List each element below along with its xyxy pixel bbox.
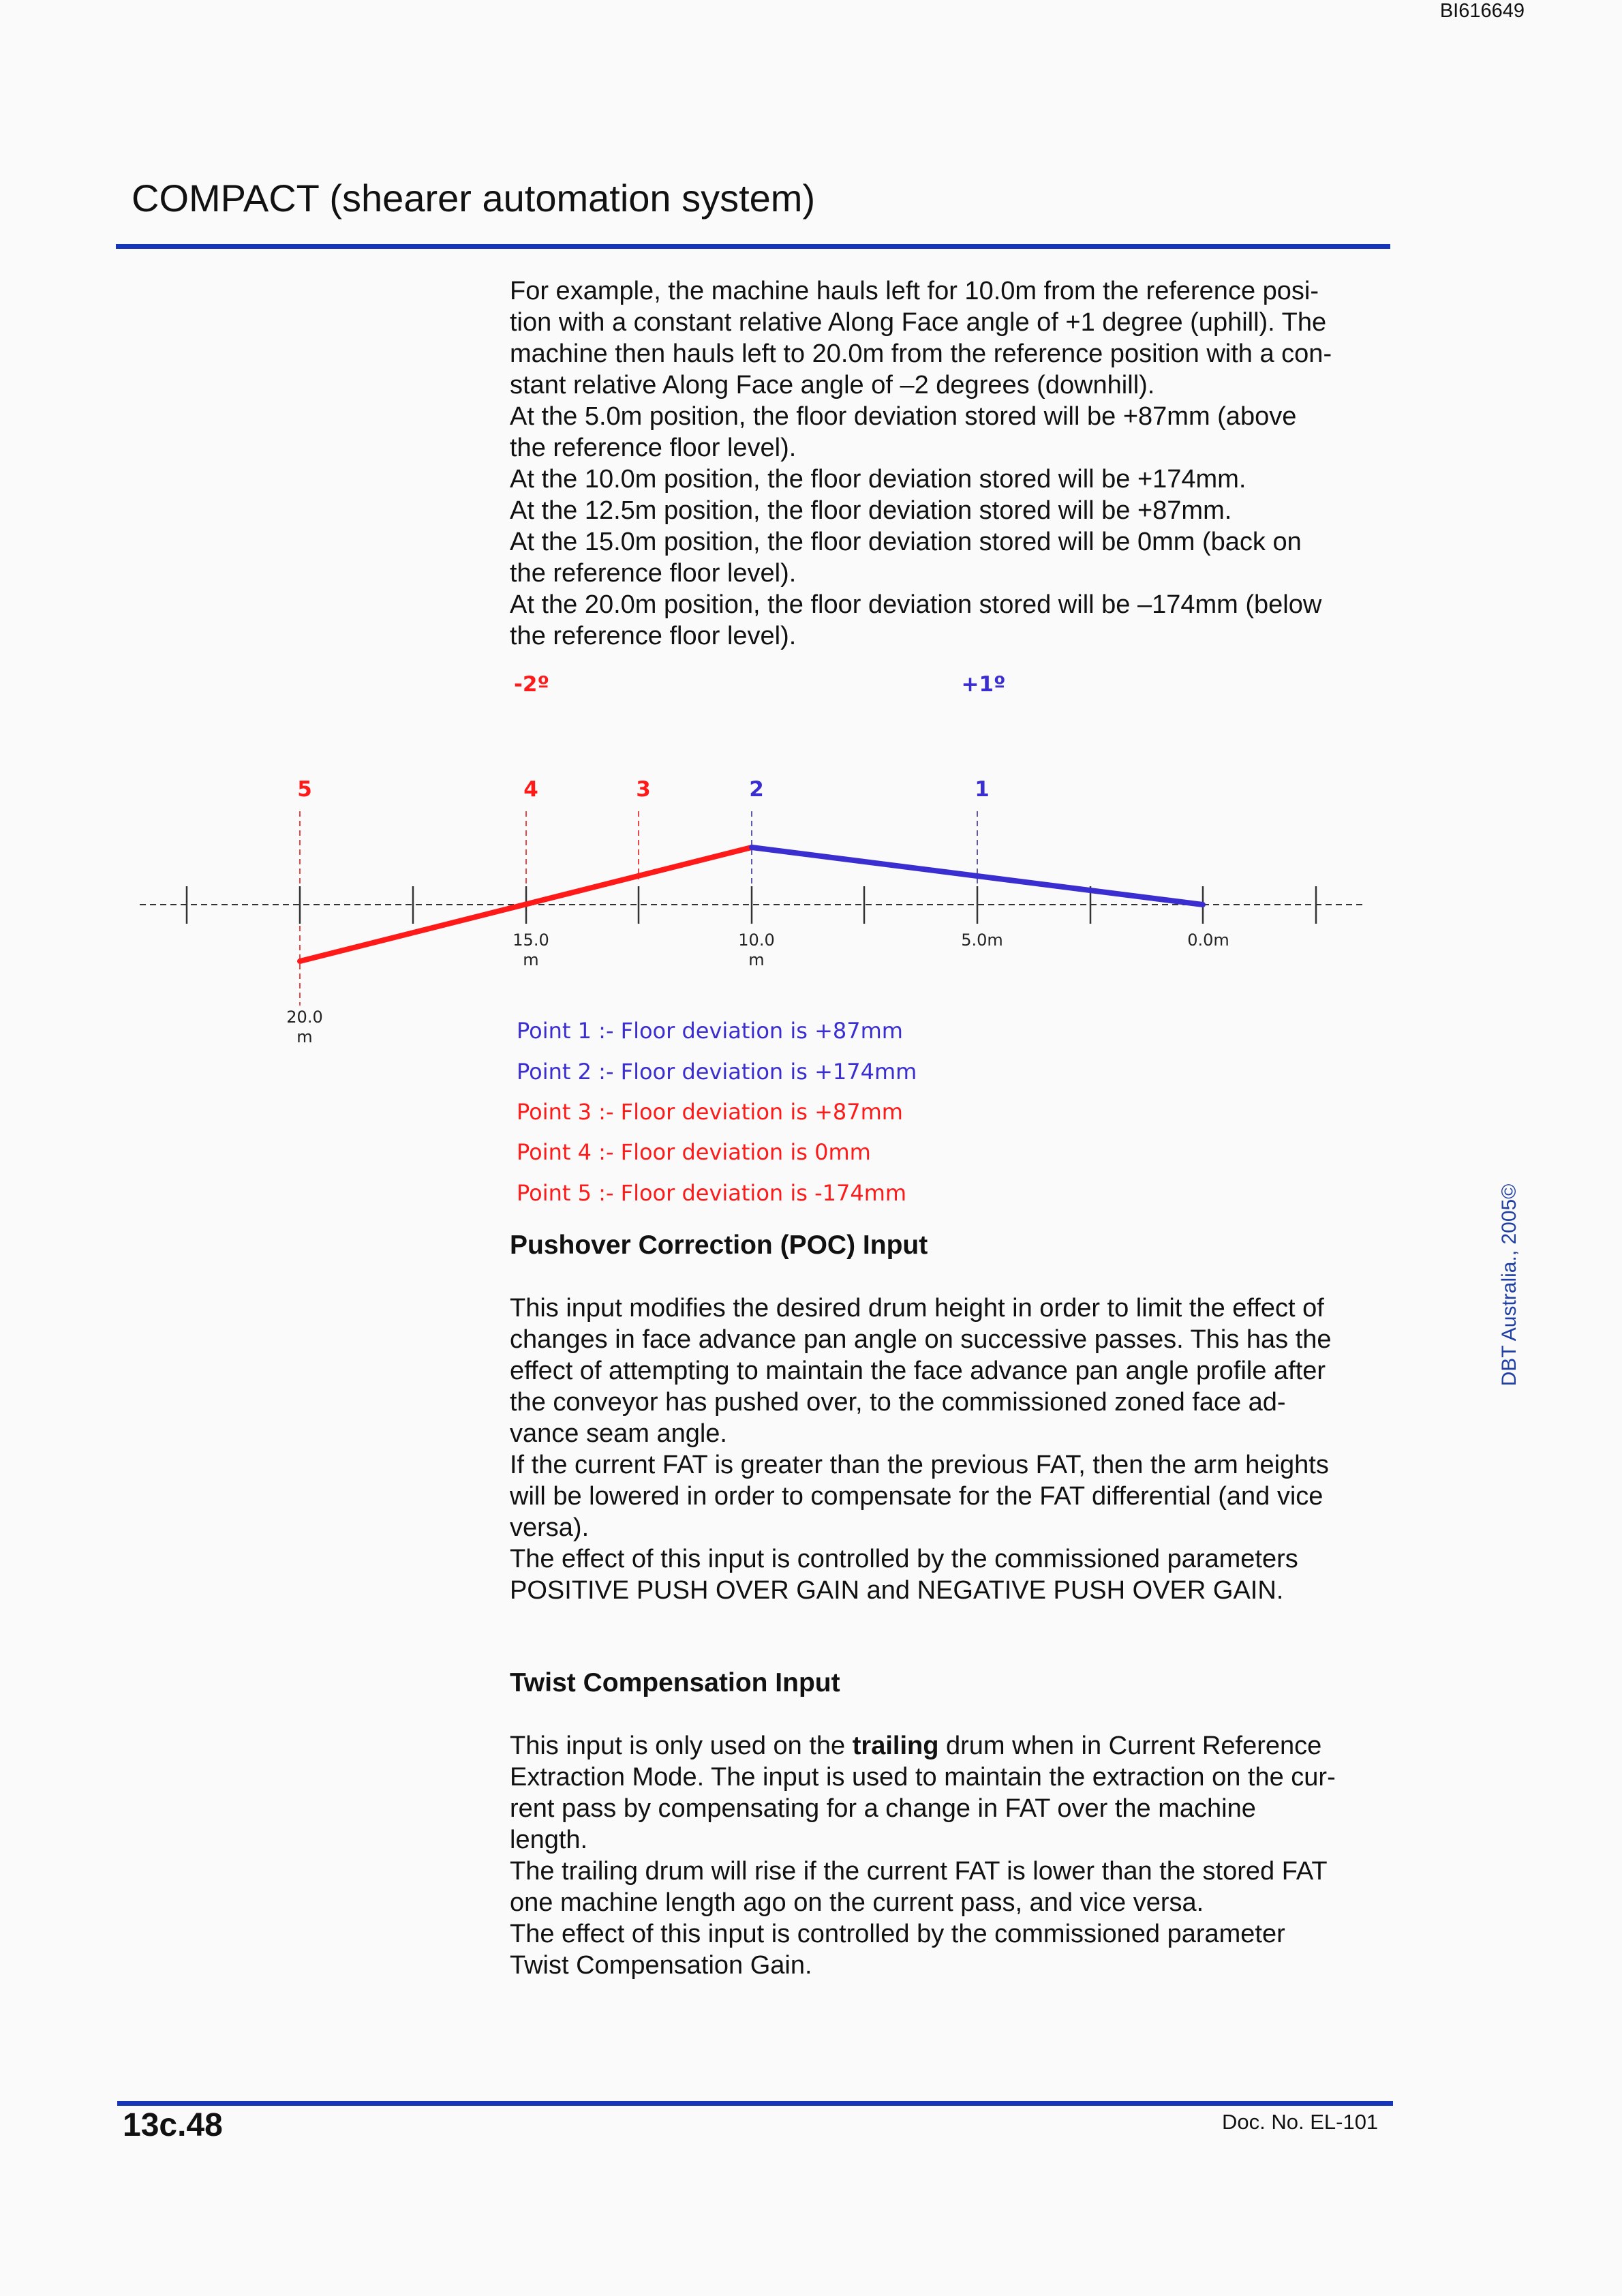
axis-label-20-unit: m [296,1027,313,1046]
intro-line: the reference floor level). [510,622,797,650]
poc-line: changes in face advance pan angle on successive passes. This has the [510,1325,1332,1354]
intro-line: At the 5.0m position, the floor deviation stored will be +87mm (above [510,402,1297,431]
axis-label-15-unit: m [523,950,539,969]
intro-line: At the 15.0m position, the floor deviation stored will be 0mm (back on [510,528,1302,556]
twist-line: rent pass by compensating for a change in FAT over the machine [510,1794,1256,1823]
intro-line: machine then hauls left to 20.0m from the reference position with a con- [510,339,1332,368]
intro-line: At the 20.0m position, the floor deviation stored will be –174mm (below [510,590,1322,619]
twist-line-start: This input is only used on the [510,1732,853,1760]
poc-line: effect of attempting to maintain the face advance pan angle profile after [510,1357,1326,1385]
point-label-3: 3 [636,777,651,802]
poc-line: versa). [510,1513,590,1542]
legend-item-point-3: Point 3 :- Floor deviation is +87mm [517,1099,903,1125]
poc-line: POSITIVE PUSH OVER GAIN and NEGATIVE PUSH OVER GAIN. [510,1576,1284,1605]
intro-line: For example, the machine hauls left for 10.0m from the reference posi- [510,277,1319,305]
point-label-5: 5 [297,777,312,802]
header-rule [116,244,1390,249]
twist-line: length. [510,1826,588,1854]
twist-line [510,1730,1396,1762]
page-title: COMPACT (shearer automation system) [132,177,816,220]
legend-item-point-2: Point 2 :- Floor deviation is +174mm [517,1059,917,1085]
poc-line: vance seam angle. [510,1419,727,1448]
legend-item-point-5: Point 5 :- Floor deviation is -174mm [517,1180,907,1206]
point-label-1: 1 [975,777,990,802]
twist-emphasis: trailing [852,1732,939,1760]
poc-heading: Pushover Correction (POC) Input [510,1230,928,1260]
document-id: BI616649 [1439,0,1525,22]
twist-line: one machine length ago on the current pass, and vice versa. [510,1888,1204,1917]
page-number: 13c.48 [123,2107,223,2143]
axis-label-10-unit: m [748,950,765,969]
angle-right-label: +1º [961,672,1006,697]
intro-line: tion with a constant relative Along Face angle of +1 degree (uphill). The [510,308,1327,337]
axis-label-0: 0.0m [1187,931,1229,950]
intro-text [510,275,1396,652]
poc-line: This input modifies the desired drum height in order to limit the effect of [510,1294,1324,1323]
twist-line: Extraction Mode. The input is used to maintain the extraction on the cur- [510,1763,1336,1792]
angle-left-label: -2º [514,672,549,697]
copyright-sidebar: DBT Australia., 2005© [1498,1183,1520,1387]
twist-line: The trailing drum will rise if the current FAT is lower than the stored FAT [510,1857,1328,1886]
poc-line: The effect of this input is controlled by the commissioned parameters [510,1545,1298,1573]
twist-text [510,1730,1396,1981]
twist-line-end: drum when in Current Reference [938,1732,1322,1760]
poc-text [510,1293,1396,1606]
twist-heading: Twist Compensation Input [510,1668,840,1697]
legend-item-point-4: Point 4 :- Floor deviation is 0mm [517,1139,871,1165]
poc-line: If the current FAT is greater than the previous FAT, then the arm heights [510,1451,1329,1479]
intro-line: the reference floor level). [510,559,797,588]
legend-item-point-1: Point 1 :- Floor deviation is +87mm [517,1018,903,1044]
axis-label-15: 15.0 [512,931,549,950]
twist-line: The effect of this input is controlled by the commissioned parameter [510,1920,1285,1948]
axis-label-5: 5.0m [961,931,1003,950]
point-label-2: 2 [749,777,764,802]
twist-line: Twist Compensation Gain. [510,1951,812,1980]
axis-label-10: 10.0 [738,931,775,950]
intro-line: the reference floor level). [510,434,797,462]
poc-line: will be lowered in order to compensate for the FAT differential (and vice [510,1482,1323,1511]
intro-line: At the 10.0m position, the floor deviation stored will be +174mm. [510,465,1246,494]
intro-line: At the 12.5m position, the floor deviation stored will be +87mm. [510,496,1232,525]
axis-label-20: 20.0 [286,1008,323,1027]
point-label-4: 4 [523,777,538,802]
intro-line: stant relative Along Face angle of –2 degrees (downhill). [510,371,1155,399]
doc-number: Doc. No. EL-101 [1222,2110,1379,2134]
poc-line: the conveyor has pushed over, to the commissioned zoned face ad- [510,1388,1286,1417]
floor-deviation-diagram [0,654,1431,1227]
footer-rule [117,2101,1393,2106]
